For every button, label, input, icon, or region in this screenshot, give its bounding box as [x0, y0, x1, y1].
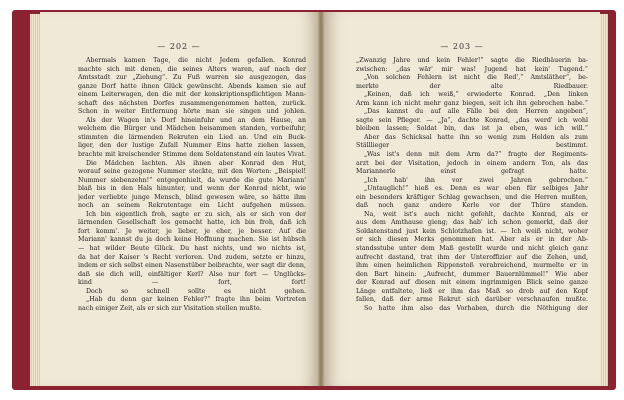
- text-line: Schon in weiter Entfernung hörte man sie singen und johlen.: [78, 108, 306, 116]
- text-line: „Zwanzig Jahre und kein Fehler!“ sagte die Riedbäuerin ba-: [356, 57, 588, 64]
- text-line: Ich bin eigentlich froh, sagte er zu sich, als er sich von der: [86, 210, 306, 218]
- right-page-edges: [600, 14, 608, 386]
- text-line: er sich diesen Merks genommen hat. Aber als er in der Ab-: [356, 236, 588, 244]
- text-line: — hat wilder Beute Glück. Du hast nichts, und wo nichts ist,: [78, 245, 306, 253]
- text-line: „Was ist's denn mit dem Arm da?“ fragte der Regiments-: [364, 151, 588, 159]
- text-line: Arm kann ich nicht mehr ganz biegen, seit ich ihn gebrochen habe.“: [356, 99, 588, 107]
- text-line: zwischen: „das wär' mir was! Jugend hat kein' Tugend.“: [356, 65, 588, 73]
- text-line: Die Mädchen lachten. Als ihnen aber Konrad den Hut,: [86, 159, 306, 167]
- right-page: [324, 12, 600, 386]
- text-line: brachte mit kreischender Stimme dem Soldatenstand ein lautes Vivat.: [78, 151, 306, 159]
- text-line: „Untauglich!“ hieß es. Denn es war eben für selbiges Jahr: [364, 185, 588, 193]
- text-line: der Konrad auf diesen mit einem ingrimmigen Blick seine ganze: [356, 279, 588, 287]
- text-line: Soldatenstand just kein Schlotzhafen ist. — Ich weiß nicht, woher: [356, 227, 588, 235]
- text-line: aus dem Amthause gieng; das hab' ich schon gemerkt, daß der: [356, 219, 588, 227]
- text-line: Mariannerle einst gefragt hatte.: [356, 168, 588, 176]
- text-line: kind — fort, fort!: [78, 279, 306, 287]
- text-line: „Hab du denn gar keinen Fehler?“ fragte ihn beim Vortreten: [86, 296, 306, 304]
- text-line: ein besonders kräftiger Schlag gewachsen, und die Herren mußten,: [356, 193, 588, 201]
- left-page: [40, 12, 318, 386]
- text-line: aufrecht dastand, trat ihm der Unteroffizier auf die Zehen, und,: [356, 253, 588, 261]
- text-line: „Keinen, daß ich weiß,“ erwiederte Konrad. „Den linken: [364, 91, 588, 99]
- left-page-text: [78, 57, 306, 313]
- text-line: Doch so schnell sollte es nicht gehen.: [86, 287, 306, 295]
- right-page-number: — 203 —: [440, 42, 484, 51]
- text-line: stimmten die lärmenden Rekruten ein Lied an. Und ein Buck-: [78, 133, 306, 141]
- text-line: jeder verliebte junge Mensch, blind gewesen wäre, so hätte ihm: [78, 193, 306, 201]
- text-line: schaft des nächsten Dorfes zusammengenommen hatten, zurück.: [78, 99, 306, 107]
- text-line: sagte sein Pfleger. — „Ja“, dachte Konrad, „das werd' ich wohl: [356, 116, 588, 124]
- text-line: blaß bis in den Hals hinunter, und wenn der Konrad nicht, wie: [78, 185, 306, 193]
- text-line: ganze Dorf hatte ihnen Glück gewünscht. Abends kamen sie auf: [78, 82, 306, 90]
- text-line: fort komm'. Je weiter, je lieber, je eher, je besser. Auf die: [78, 227, 306, 235]
- text-line: Amtsstadt zur „Ziehung“. Zu Fuß warren sie ausgezogen, das: [78, 74, 306, 82]
- text-line: Ställlieger bestimmt.: [356, 142, 588, 150]
- text-line: einem Leiterwagen, den die mit der konskriptionspflichtigen Mann-: [78, 91, 306, 99]
- text-line: liger, den der lustige Zufall Nummer Eins hatte ziehen lassen,: [78, 142, 306, 150]
- text-line: standsstube unter dem Maß gestellt wurde und nicht gleich ganz: [356, 245, 588, 253]
- text-line: So hatte ihm also das Vorhaben, durch die Nöthigung der: [364, 304, 588, 312]
- text-line: merkte der alte Riedbauer.: [356, 82, 588, 90]
- text-line: Nummer siebenzehn!“ entgegenhielt, da wurde die gute Mariann': [78, 176, 306, 184]
- text-line: machte sich mit denen, die seines Alters waren, auf nach der: [78, 65, 306, 73]
- text-line: „Ich hab' ihn vor zwei Jahren gebrochen.“: [364, 176, 588, 184]
- left-page-edges: [30, 14, 40, 386]
- text-line: „Von solchen Fehlern ist nicht die Red',“ Amtsläther“, be-: [364, 74, 588, 82]
- text-line: Na, weit ist's auch nicht gefehlt, dachte Konrad, als er: [364, 210, 588, 218]
- text-line: Länge entfaltete, ließ er ihm das Maß so drob auf den Kopf: [356, 287, 588, 295]
- text-line: Abermals kamen Tage, die nicht Jedem gefallen. Konrad: [86, 57, 306, 64]
- right-page-text: [356, 57, 588, 313]
- left-page-number: — 202 —: [157, 42, 201, 51]
- text-line: den Bart hinein: „Aufrecht, dummer Bauernlümmel!“ Wie aber: [356, 270, 588, 278]
- text-line: Aber das Schicksal hatte ihn so wenig zum Helden als zum: [364, 133, 588, 141]
- text-line: ihm einen heimlichen Rippenstoß verabreichend, murmelte er in: [356, 262, 588, 270]
- text-line: worauf seine gezogene Nummer steckte, mit den Worten: „Beispiel!: [78, 168, 306, 176]
- text-line: noch an seinem Rekrutentage ein Licht aufgehen müssen.: [78, 202, 306, 210]
- text-line: arzt bei der Visitation, jedoch in einem andern Ton, als das: [356, 159, 588, 167]
- text-line: Mariann' kannst du ja doch keine Hoffnung machen. Sie ist hübsch: [78, 236, 306, 244]
- text-line: welchem die Bürger und Mädchen beisammen standen, vorbeifuhr,: [78, 125, 306, 133]
- text-line: indem er sich selbst einen Nasenstüber beibrachte, wer sagt dir denn,: [78, 262, 306, 270]
- text-line: bleiben lassen; Soldat bin, das ist ja eben, was ich will.“: [356, 125, 588, 133]
- text-line: lärmenden Gesellschaft los gemacht hatte, ich bin froh, daß ich: [78, 219, 306, 227]
- text-line: nach einiger Zeit, als er sich zur Visitation stellen mußte.: [78, 304, 262, 312]
- text-line: daß sie dich will, einfältiger Kerl? Also nur fort — Unglücks-: [78, 270, 306, 278]
- text-line: daß noch ganz andere Kerle vor der Thüre standen.: [356, 202, 588, 210]
- text-line: Als der Wagen in's Dorf hineinfuhr und an dem Hause, an: [86, 116, 306, 124]
- text-line: „Das kannst du auf alle Fälle bei den Herren angeben“,: [364, 108, 588, 116]
- text-line: da hat der Kaiser 's Recht verloren. Und zudem, setzte er hinzu,: [78, 253, 306, 261]
- text-line: fallen, daß der arme Rekrut sich darüber verschnaufen mußte.: [356, 296, 588, 304]
